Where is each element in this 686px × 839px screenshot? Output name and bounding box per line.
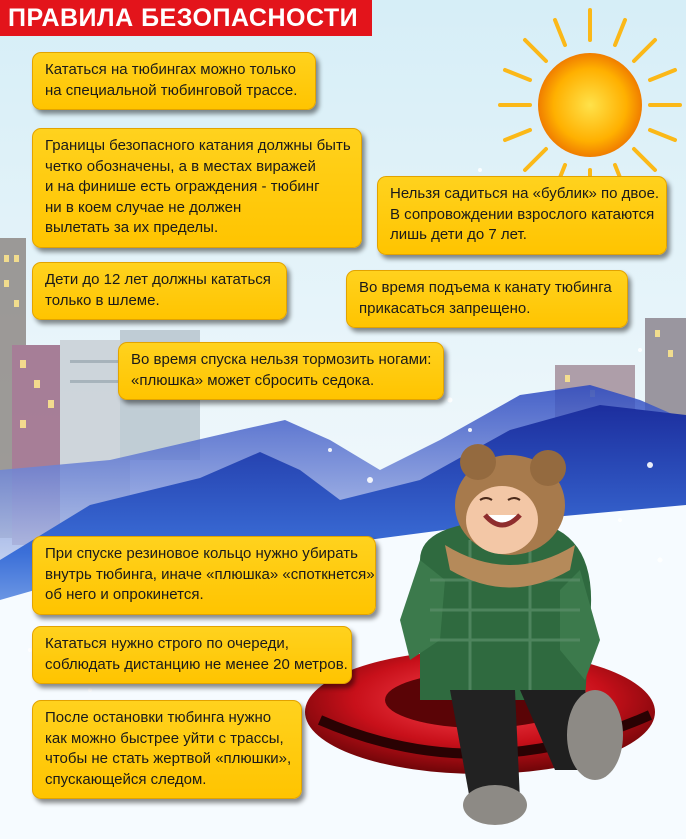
rule-text-line: лишь дети до 7 лет. — [390, 226, 527, 243]
rule-box-8 — [32, 626, 352, 684]
rule-text-line: Дети до 12 лет должны кататься — [45, 271, 271, 288]
page-title: ПРАВИЛА БЕЗОПАСНОСТИ — [0, 0, 372, 36]
rule-text-line: спускающейся следом. — [45, 770, 207, 788]
rule-text-line: Нельзя садиться на «бублик» по двое. — [390, 185, 660, 202]
rule-text-line: внутрь тюбинга, иначе «плюшка» «споткнется» — [45, 565, 375, 583]
rule-text-line: вылетать за их пределы. — [45, 219, 219, 236]
rule-text-line: Кататься нужно строго по очереди, — [45, 635, 289, 652]
rule-text-line: После остановки тюбинга нужно — [45, 709, 272, 726]
rule-text-line: соблюдать дистанцию не менее 20 метров. — [45, 655, 348, 673]
rule-text-line: Границы безопасного катания должны быть — [45, 137, 351, 154]
rule-text-line: «плюшка» может сбросить седока. — [131, 371, 375, 389]
rule-box-6 — [118, 342, 444, 400]
rule-text-line: об него и опрокинется. — [45, 586, 204, 603]
rule-box-1 — [32, 52, 316, 110]
rule-text-line: Во время спуска нельзя тормозить ногами: — [131, 351, 432, 368]
rule-box-2 — [32, 128, 362, 248]
rule-text-line: В сопровождении взрослого катаются — [390, 205, 655, 223]
rule-box-7 — [32, 536, 376, 615]
rule-box-4 — [32, 262, 287, 320]
rule-box-9 — [32, 700, 302, 799]
rule-text-line: четко обозначены, а в местах виражей — [45, 157, 316, 175]
rule-box-3 — [377, 176, 667, 255]
rule-text-line: как можно быстрее уйти с трассы, — [45, 729, 284, 747]
rule-text-line: и на финише есть ограждения - тюбинг — [45, 178, 320, 195]
rule-text-line: Во время подъема к канату тюбинга — [359, 279, 612, 296]
rule-text-line: Кататься на тюбингах можно только — [45, 61, 296, 78]
rule-text-line: только в шлеме. — [45, 291, 160, 309]
rule-box-5 — [346, 270, 628, 328]
rule-text-line: на специальной тюбинговой трассе. — [45, 81, 298, 99]
rule-text-line: ни в коем случае не должен — [45, 198, 242, 216]
rule-text-line: При спуске резиновое кольцо нужно убирать — [45, 545, 358, 562]
rule-text-line: прикасаться запрещено. — [359, 299, 531, 317]
rule-text-line: чтобы не стать жертвой «плюшки», — [45, 750, 292, 767]
